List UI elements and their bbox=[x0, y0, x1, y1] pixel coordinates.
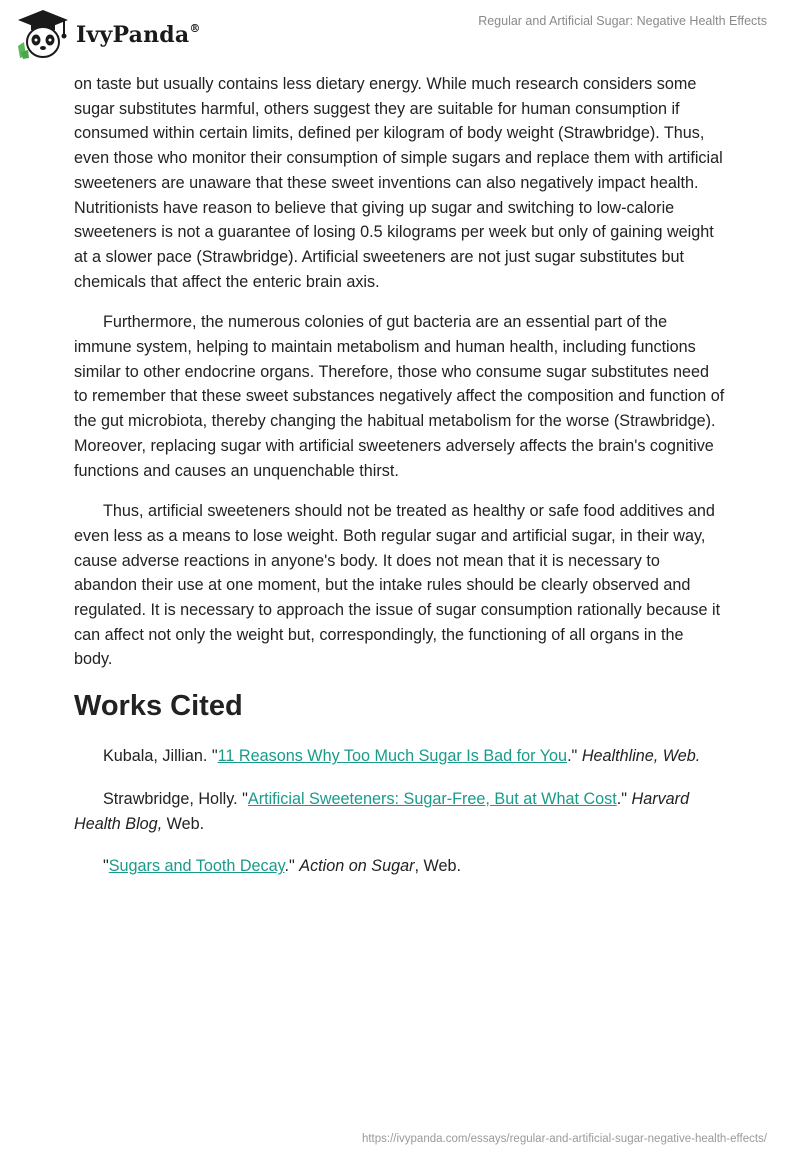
document-title: Regular and Artificial Sugar: Negative Health Effects bbox=[478, 14, 767, 28]
brand-name: IvyPanda® bbox=[76, 21, 201, 48]
ivypanda-logo[interactable] bbox=[14, 8, 201, 62]
panda-icon bbox=[14, 8, 72, 62]
citation-link[interactable]: Sugars and Tooth Decay bbox=[108, 857, 285, 876]
body-paragraph: on taste but usually contains less dietary energy. While much research considers some sugar substitutes harmful, others suggest they are suitable for human consumption if consumed within certain limits, defined per kilogram of body weight (Strawbridge). Thus, even those who monitor their consumption of simple sugars and replace them with artificial sweeteners are unaware that these sweet inventions can also negatively impact health. Nutritionists have reason to believe that giving up sugar and switching to low-calorie sweeteners is not a guarantee of losing 0.5 kilograms per week but only of gaining weight at a slower pace (Strawbridge). Artificial sweeteners are not just sugar substitutes but chemicals that affect the enteric brain axis. bbox=[74, 75, 723, 291]
works-cited-heading: Works Cited bbox=[74, 690, 243, 723]
citation-entry: Kubala, Jillian. "11 Reasons Why Too Much Sugar Is Bad for You." Healthline, Web. bbox=[103, 747, 701, 766]
citation-link[interactable]: 11 Reasons Why Too Much Sugar Is Bad for You bbox=[217, 747, 568, 766]
essay-content bbox=[74, 72, 726, 897]
page-url: https://ivypanda.com/essays/regular-and-artificial-sugar-negative-health-effects/ bbox=[361, 1133, 767, 1145]
citation-link[interactable]: Artificial Sweeteners: Sugar-Free, But at What Cost bbox=[247, 789, 617, 808]
body-paragraph: Thus, artificial sweeteners should not be treated as healthy or safe food additives and even less as a means to lose weight. Both regular sugar and artificial sugar, in their way, cause adverse reactions in anyone's body. It does not mean that it is necessary to abandon their use at one moment, but the intake rules should be clearly observed and regulated. It is necessary to approach the issue of sugar consumption rationally because it can affect not only the weight but, correspondingly, the functioning of all organs in the body. bbox=[74, 502, 721, 669]
page-header bbox=[0, 0, 800, 70]
citation-entry: "Sugars and Tooth Decay." Action on Sugar, Web. bbox=[103, 857, 461, 876]
citation-entry: Strawbridge, Holly. "Artificial Sweeteners: Sugar-Free, But at What Cost." Harvard Health Blog, Web. bbox=[74, 789, 690, 833]
body-paragraph: Furthermore, the numerous colonies of gut bacteria are an essential part of the immune system, helping to maintain metabolism and human health, including functions similar to other endocrine organs. Therefore, those who consume sugar substitutes need to remember that these sweet substances negatively affect the composition and function of the gut microbiota, thereby changing the habitual metabolism for the worse (Strawbridge). Moreover, replacing sugar with artificial sweeteners adversely affects the brain's cognitive functions and causes an unquenchable thirst. bbox=[74, 313, 725, 480]
